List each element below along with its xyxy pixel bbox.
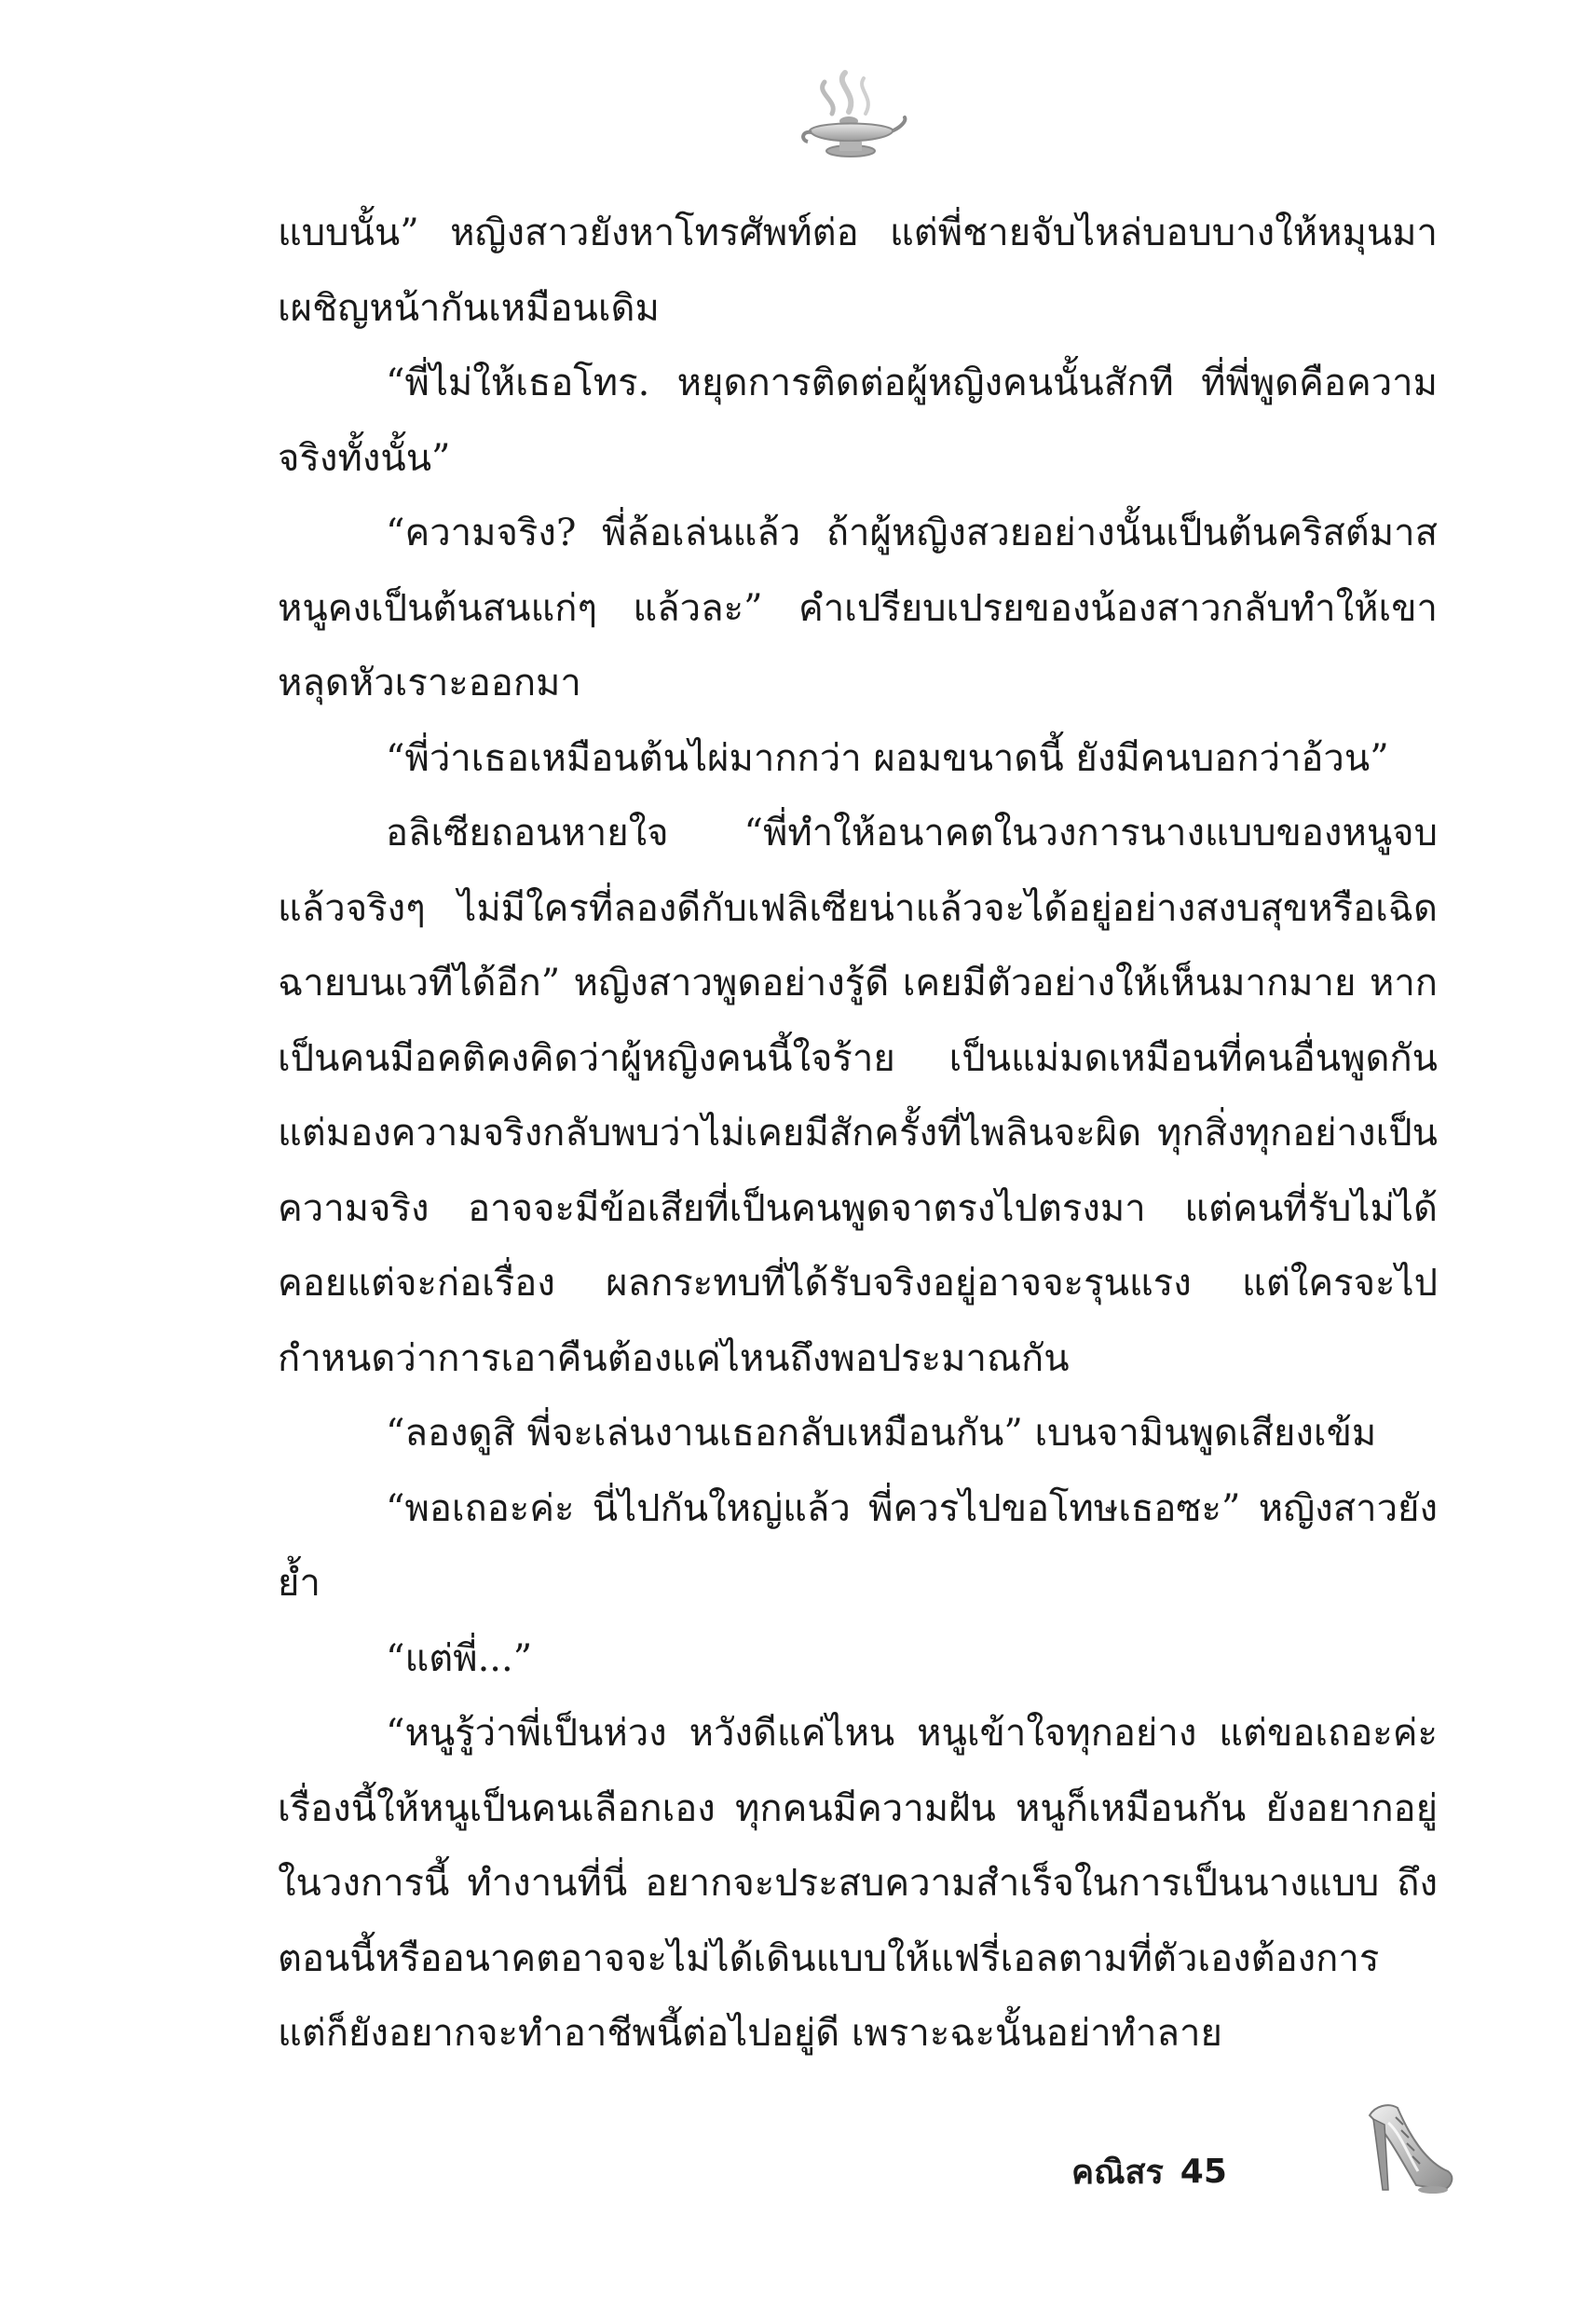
paragraph: “ลองดูสิ พี่จะเล่นงานเธอกลับเหมือนกัน” เบนจามินพูดเสียงเข้ม: [386, 1412, 1377, 1455]
paragraph: “พี่ว่าเธอเหมือนต้นไผ่มากกว่า ผอมขนาดนี้ ยังมีคนบอกว่าอ้วน”: [386, 736, 1389, 780]
paragraph: “หนูรู้ว่าพี่เป็นห่วง หวังดีแค่ไหน หนูเข้าใจทุกอย่าง แต่ขอเถอะค่ะ เรื่องนี้ให้หนูเป็นคนเลือกเอง ทุกคนมีความฝัน หนูก็เหมือนกัน ยังอยากอยู่ในวงการนี้ ทำงานที่นี่ อยากจะประสบความสำเร็จในการเป็นนางแบบ ถึงตอนนี้หรืออนาคตอาจจะไม่ได้เดินแบบให้แฟรี่เอลตามที่ตัวเองต้องการ แต่ก็ยังอยากจะทำอาชีพนี้ต่อไปอยู่ดี เพราะฉะนั้นอย่าทำลาย: [278, 1712, 1438, 2055]
genie-lamp-icon: [797, 65, 908, 168]
author-name: คณิสร: [1071, 2153, 1164, 2192]
page-number: 45: [1180, 2152, 1227, 2191]
body-text: [278, 196, 1438, 2072]
paragraph: “แต่พี่...”: [386, 1636, 533, 1680]
page-footer: [1071, 2134, 1227, 2208]
paragraph: “พี่ไม่ให้เธอโทร. หยุดการติดต่อผู้หญิงคนนั้นสักที ที่พี่พูดคือความจริงทั้งนั้น”: [278, 362, 1438, 480]
paragraph: “พอเถอะค่ะ นี่ไปกันใหญ่แล้ว พี่ควรไปขอโทษเธอซะ” หญิงสาวยังย้ำ: [278, 1486, 1438, 1605]
paragraph: “ความจริง? พี่ล้อเล่นแล้ว ถ้าผู้หญิงสวยอย่างนั้นเป็นต้นคริสต์มาสหนูคงเป็นต้นสนแก่ๆ แล้วละ” คำเปรียบเปรยของน้องสาวกลับทำให้เขาหลุดหัวเราะออกมา: [278, 512, 1438, 704]
high-heel-shoe-icon: [1351, 2097, 1463, 2213]
paragraph: แบบนั้น” หญิงสาวยังหาโทรศัพท์ต่อ แต่พี่ชายจับไหล่บอบบางให้หมุนมาเผชิญหน้ากันเหมือนเดิม: [278, 212, 1438, 330]
paragraph: อลิเซียถอนหายใจ “พี่ทำให้อนาคตในวงการนางแบบของหนูจบแล้วจริงๆ ไม่มีใครที่ลองดีกับเฟลิเซียน่าแล้วจะได้อยู่อย่างสงบสุขหรือเฉิดฉายบนเวทีได้อีก” หญิงสาวพูดอย่างรู้ดี เคยมีตัวอย่างให้เห็นมากมาย หากเป็นคนมีอคติคงคิดว่าผู้หญิงคนนี้ใจร้าย เป็นแม่มดเหมือนที่คนอื่นพูดกัน แต่มองความจริงกลับพบว่าไม่เคยมีสักครั้งที่ไพลินจะผิด ทุกสิ่งทุกอย่างเป็นความจริง อาจจะมีข้อเสียที่เป็นคนพูดจาตรงไปตรงมา แต่คนที่รับไม่ได้คอยแต่จะก่อเรื่อง ผลกระทบที่ได้รับจริงอยู่อาจจะรุนแรง แต่ใครจะไปกำหนดว่าการเอาคืนต้องแค่ไหนถึงพอประมาณกัน: [278, 812, 1438, 1380]
